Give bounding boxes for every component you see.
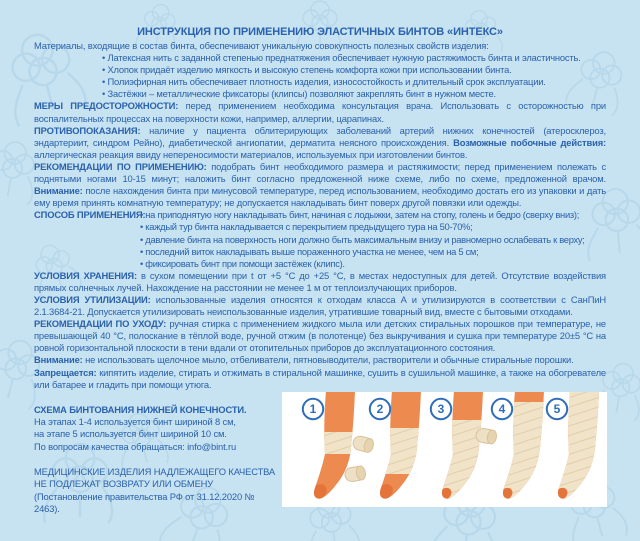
care-attention-label: Внимание:	[34, 354, 83, 366]
step-3-number: 3	[437, 401, 445, 416]
bandaging-step-4	[492, 392, 547, 506]
bandaging-steps-illustration	[282, 392, 607, 507]
step-3-badge	[431, 399, 451, 419]
contraindications-label: ПРОТИВОПОКАЗАНИЯ:	[34, 124, 141, 136]
recommendations-text: подобрать бинт необходимого размера и растяжимости; перед применением полежать с поднятыми ногами 10-15 минут; наложить бинт согласно предложенной ниже схеме, либо по схеме, предложенной врачом.	[34, 160, 606, 185]
attention-text: после нахождения бинта при минусовой температуре, перед использованием, необходимо достать его из упаковки и дать ему время принять комнатную температуру; не допускается накладывать бинт поверх другой повязки или одежды.	[34, 185, 606, 209]
notice-line-3: (Постановление правительства РФ от 31.12.2020 № 2463).	[34, 490, 255, 514]
bandaging-step-3	[431, 392, 498, 506]
precautions-text: перед применением необходима консультация врача. Использовать с осторожностью при воспалительных процессах на поверхности кожи, например, аллергии, царапинах.	[34, 100, 606, 124]
method-bullet-1: • на приподнятую ногу накладывать бинт, начиная с лодыжки, затем на стопу, голень и бедро (сверху вниз);	[140, 209, 580, 221]
intro-bullet-cotton: • Хлопок придаёт изделию мягкость и высокую степень комфорта кожи при использовании бинта.	[102, 64, 512, 76]
bottom-section	[34, 392, 606, 515]
schema-title: СХЕМА БИНТОВАНИЯ НИЖНЕЙ КОНЕЧНОСТИ.	[34, 403, 247, 415]
schema-info-column	[34, 392, 282, 515]
section-utilization	[34, 294, 606, 318]
side-effects-label: Возможные побочные действия:	[453, 136, 606, 148]
side-effects-text: аллергическая реакция ввиду непереносимости материалов, используемых при изготовлении бинтов.	[34, 148, 468, 160]
section-recommendations	[34, 161, 606, 209]
section-precautions	[34, 100, 606, 124]
care-text: ручная стирка с применением жидкого мыла или детских стиральных порошков при температуре, не превышающей 40 °С, полоскание в тёплой воде, ручной отжим (в полотенце) без выкручивания и сушка при температуре 20±5 °С на ровной горизонтальной плоскости в тени вдали от отопительных приборов до эксплуатационного состояния.	[34, 318, 606, 354]
step-2-number: 2	[376, 401, 384, 416]
precautions-label: МЕРЫ ПРЕДОСТОРОЖНОСТИ:	[34, 100, 179, 112]
section-storage	[34, 270, 606, 294]
bandaging-step-2	[370, 392, 424, 503]
notice-line-1: МЕДИЦИНСКИЕ ИЗДЕЛИЯ НАДЛЕЖАЩЕГО КАЧЕСТВА	[34, 465, 276, 477]
intro-bullet-polyester: • Полиэфирная нить обеспечивает плотность изделия, износостойкость и длительный срок эксплуатации.	[102, 76, 546, 88]
intro-bullet-latex: • Латексная нить с заданной степенью преднатяжения обеспечивает нужную растяжимость бинта и эластичность.	[102, 52, 581, 64]
bandaging-step-5	[547, 392, 602, 506]
care-attention-text: не использовать щелочное мыло, отбеливатели, пятновыводители, растворители и обычные стиральные порошки.	[85, 354, 574, 366]
method-label: СПОСОБ ПРИМЕНЕНИЯ:	[34, 209, 146, 221]
attention-label: Внимание:	[34, 185, 83, 197]
schema-line-1: На этапах 1-4 используется бинт шириной 8 см,	[34, 416, 236, 428]
method-bullet-2: • каждый тур бинта накладывается с перекрытием предыдущего тура на 50-70%;	[140, 221, 473, 233]
step-4-badge	[492, 399, 512, 419]
notice-line-2: НЕ ПОДЛЕЖАТ ВОЗВРАТУ ИЛИ ОБМЕНУ	[34, 478, 214, 490]
section-contraindications	[34, 125, 606, 161]
storage-label: УСЛОВИЯ ХРАНЕНИЯ:	[34, 269, 137, 281]
step-4-number: 4	[498, 401, 506, 416]
method-bullet-3: • давление бинта на поверхность ноги должно быть максимальным внизу и равномерно ослабевать к верху;	[140, 233, 585, 245]
no-return-notice	[34, 466, 282, 515]
method-bullets	[140, 209, 606, 269]
utilization-text: использованные изделия относятся к отходам класса А и утилизируются в соответствии с СанПиН 2.1.3684-21. Допускается утилизировать неиспользованные изделия, утратившие товарный вид, вместе с бытовыми отходами.	[34, 293, 606, 318]
method-bullet-4: • последний виток накладывать выше пораженного участка не менее, чем на 5 см;	[140, 245, 479, 257]
bandaging-step-1	[303, 392, 375, 503]
utilization-label: УСЛОВИЯ УТИЛИЗАЦИИ:	[34, 293, 151, 305]
quality-contact-line: По вопросам качества обращаться: info@bint.ru	[34, 440, 237, 452]
bandage-roll-icon	[344, 465, 367, 482]
bandage-roll-icon	[352, 434, 375, 453]
step-2-badge	[370, 399, 390, 419]
recommendations-label: РЕКОМЕНДАЦИИ ПО ПРИМЕНЕНИЮ:	[34, 160, 207, 172]
method-bullet-5: • фиксировать бинт при помощи застёжек (клипс).	[140, 257, 345, 269]
intro-bullet-clips: • Застёжки – металлические фиксаторы (клипсы) позволяют закреплять бинт в нужном месте.	[102, 88, 496, 100]
step-1-number: 1	[309, 401, 317, 416]
care-label: РЕКОМЕНДАЦИИ ПО УХОДУ:	[34, 318, 167, 330]
section-prohibited	[34, 367, 606, 391]
contraindications-text: наличие у пациента облитерирующих заболеваний артерий нижних конечностей (атеросклероз, эндартериит, синдром Рейно), диабетической ангиопатии, дерматита неясного происхождения.	[34, 124, 606, 148]
section-care-attention	[34, 354, 606, 366]
page-title: ИНСТРУКЦИЯ ПО ПРИМЕНЕНИЮ ЭЛАСТИЧНЫХ БИНТОВ «ИНТЕКС»	[137, 26, 503, 38]
prohibited-text: кипятить изделие, стирать и отжимать в стиральной машинке, сушить в сушильной машинке, а также на обогревателе или батарее и гладить при помощи утюга.	[34, 366, 606, 390]
section-care	[34, 318, 606, 354]
schema-line-2: на этапе 5 используется бинт шириной 10 см.	[34, 428, 227, 440]
intro-lead: Материалы, входящие в состав бинта, обеспечивают уникальную совокупность полезных свойств изделия:	[34, 40, 489, 51]
bandaging-diagram	[282, 392, 607, 507]
step-5-number: 5	[553, 401, 561, 416]
section-application-method	[34, 209, 606, 269]
prohibited-label: Запрещается:	[34, 366, 97, 378]
leaflet-body	[34, 24, 606, 515]
step-1-badge	[303, 399, 323, 419]
step-5-badge	[547, 399, 567, 419]
storage-text: в сухом помещении при t от +5 °С до +25 °С, в местах недоступных для детей. Отсутствие воздействия прямых солнечных лучей. Нахождение на расстоянии не менее 1 м от теплоизлучающих приборов.	[34, 269, 606, 293]
